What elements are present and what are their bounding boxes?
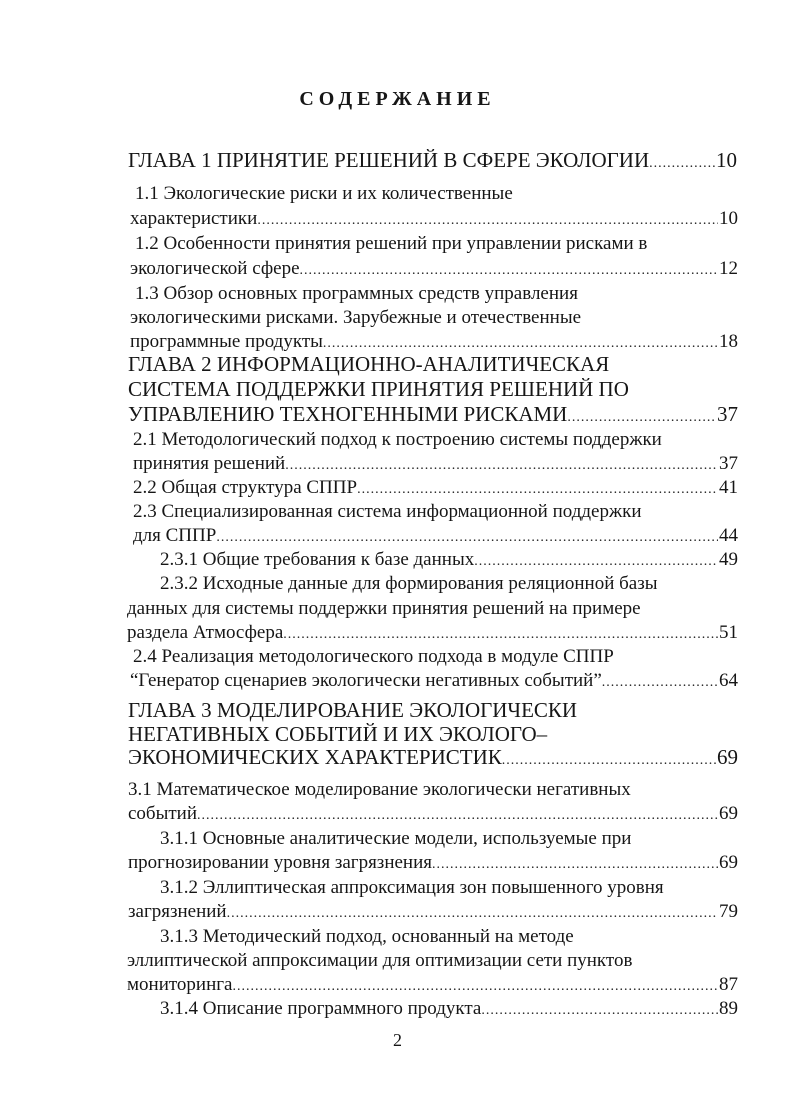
leader-dots <box>283 623 718 645</box>
toc-page-number: 10 <box>719 208 738 229</box>
leader-dots <box>257 209 718 231</box>
leader-dots <box>323 332 718 354</box>
toc-entry-text: 2.3.1 Общие требования к базе данных <box>160 549 475 570</box>
toc-entry-line: 3.1.3 Методический подход, основанный на методе <box>160 926 574 947</box>
toc-entry-text: “Генератор сценариев экологически негативных событий” <box>130 670 602 691</box>
toc-chapter-line: ГЛАВА 3 МОДЕЛИРОВАНИЕ ЭКОЛОГИЧЕСКИ <box>128 698 578 722</box>
toc-entry-line: 3.1.1 Основные аналитические модели, используемые при <box>160 828 632 849</box>
leader-dots <box>216 526 718 548</box>
leader-dots <box>481 999 718 1021</box>
leader-dots <box>232 975 718 997</box>
toc-chapter-line: ГЛАВА 2 ИНФОРМАЦИОННО-АНАЛИТИЧЕСКАЯ <box>128 352 610 376</box>
toc-entry-text: раздела Атмосфера <box>127 622 284 643</box>
toc-entry-text: мониторинга <box>127 974 233 995</box>
toc-entry-text: 3.1.4 Описание программного продукта <box>160 998 482 1019</box>
toc-page-number: 69 <box>719 852 738 873</box>
toc-entry-text: для СППР <box>133 525 217 546</box>
toc-entry-3-1-2 <box>128 900 738 924</box>
toc-page-number: 44 <box>719 525 738 546</box>
toc-entry-2-3-2 <box>127 621 738 645</box>
toc-page-number: 64 <box>719 670 738 691</box>
leader-dots <box>285 454 718 476</box>
toc-entry-line: экологическими рисками. Зарубежные и отечественные <box>130 307 582 328</box>
toc-entry-chapter-1 <box>128 148 737 172</box>
toc-page-number: 18 <box>719 331 738 352</box>
toc-entry-1-2 <box>130 257 738 281</box>
page-title: СОДЕРЖАНИЕ <box>299 88 496 110</box>
toc-entry-line: 2.3.2 Исходные данные для формирования реляционной базы <box>160 573 658 594</box>
leader-dots <box>227 902 718 924</box>
toc-chapter-line: СИСТЕМА ПОДДЕРЖКИ ПРИНЯТИЯ РЕШЕНИЙ ПО <box>128 377 629 401</box>
toc-entry-2-3-1 <box>160 548 738 572</box>
toc-page-number: 49 <box>719 549 738 570</box>
toc-page-number: 37 <box>719 453 738 474</box>
toc-entry-1-1 <box>130 207 738 231</box>
toc-entry-line: 3.1 Математическое моделирование экологически негативных <box>128 779 631 800</box>
toc-entry-line: 2.3 Специализированная система информационной поддержки <box>133 501 642 522</box>
toc-entry-chapter-2 <box>128 402 738 426</box>
toc-entry-line: 3.1.2 Эллиптическая аппроксимация зон повышенного уровня <box>160 877 664 898</box>
toc-entry-text: программные продукты <box>130 331 323 352</box>
toc-entry-text: ЭКОНОМИЧЕСКИХ ХАРАКТЕРИСТИК <box>128 745 502 769</box>
toc-entry-text: событий <box>128 803 198 824</box>
toc-page-number: 79 <box>719 901 738 922</box>
toc-entry-2-4 <box>130 669 738 693</box>
leader-dots <box>502 749 716 769</box>
toc-entry-line: 1.3 Обзор основных программных средств управления <box>135 283 578 304</box>
toc-page-number: 87 <box>719 974 738 995</box>
toc-entry-text: принятия решений <box>133 453 286 474</box>
toc-entry-text: экологической сфере <box>130 258 300 279</box>
toc-page-number: 41 <box>719 477 738 498</box>
toc-entry-line: 2.1 Методологический подход к построению системы поддержки <box>133 429 662 450</box>
toc-page-number: 89 <box>719 998 738 1019</box>
toc-page-number: 51 <box>719 622 738 643</box>
toc-entry-text: характеристики <box>130 208 258 229</box>
toc-chapter-line: НЕГАТИВНЫХ СОБЫТИЙ И ИХ ЭКОЛОГО– <box>128 722 548 746</box>
toc-page-number: 12 <box>719 258 738 279</box>
toc-entry-line: 2.4 Реализация методологического подхода в модуле СППР <box>133 646 614 667</box>
toc-entry-2-1 <box>133 452 738 476</box>
toc-entry-text: прогнозировании уровня загрязнения <box>128 852 432 873</box>
toc-page-number: 69 <box>719 803 738 824</box>
toc-entry-1-3 <box>130 330 738 354</box>
toc-entry-text: загрязнений <box>128 901 227 922</box>
leader-dots <box>567 406 716 426</box>
toc-page-number: 10 <box>716 148 737 172</box>
page-number: 2 <box>393 1030 402 1050</box>
toc-page-number: 37 <box>717 402 738 426</box>
toc-page-number: 69 <box>717 745 738 769</box>
leader-dots <box>432 853 718 875</box>
leader-dots <box>197 804 718 826</box>
toc-entry-text: УПРАВЛЕНИЮ ТЕХНОГЕННЫМИ РИСКАМИ <box>128 402 568 426</box>
toc-entry-line: 1.2 Особенности принятия решений при управлении рисками в <box>135 233 648 254</box>
leader-dots <box>474 550 718 572</box>
leader-dots <box>649 152 715 172</box>
toc-entry-chapter-3 <box>128 745 738 769</box>
leader-dots <box>602 671 718 693</box>
toc-entry-2-3 <box>133 524 738 548</box>
toc-entry-text: ГЛАВА 1 ПРИНЯТИЕ РЕШЕНИЙ В СФЕРЕ ЭКОЛОГИИ <box>128 148 650 172</box>
toc-entry-line: данных для системы поддержки принятия решений на примере <box>127 598 641 619</box>
toc-entry-line: 1.1 Экологические риски и их количественные <box>135 183 513 204</box>
toc-entry-2-2 <box>133 476 738 500</box>
leader-dots <box>357 478 718 500</box>
toc-entry-line: эллиптической аппроксимации для оптимизации сети пунктов <box>127 950 633 971</box>
toc-entry-text: 2.2 Общая структура СППР <box>133 477 358 498</box>
toc-entry-3-1-1 <box>128 851 738 875</box>
leader-dots <box>300 259 718 281</box>
toc-entry-3-1-3 <box>127 973 738 997</box>
toc-entry-3-1 <box>128 802 738 826</box>
toc-entry-3-1-4 <box>160 997 738 1021</box>
